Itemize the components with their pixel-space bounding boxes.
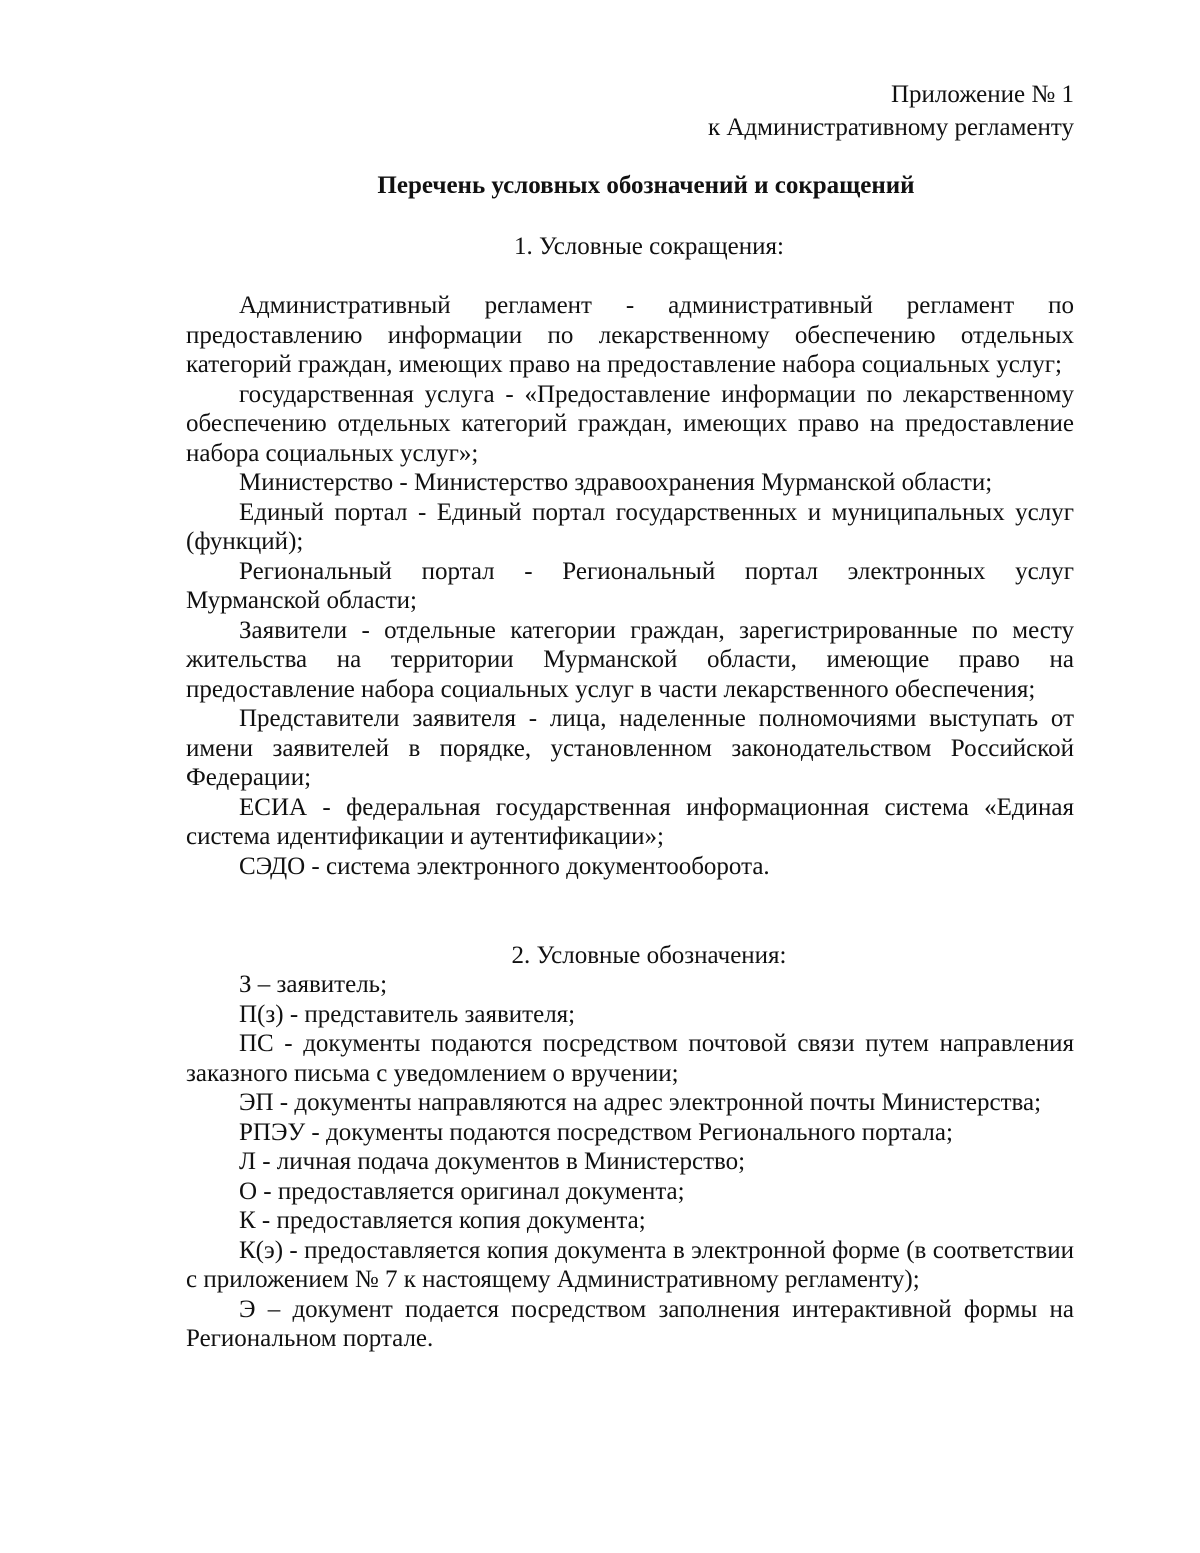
section-2-body <box>186 970 1074 1354</box>
notation-item: К(э) - предоставляется копия документа в электронной форме (в соответствии с приложением № 7 к настоящему Административному регламенту); <box>186 1236 1074 1293</box>
notation-item: ПС - документы подаются посредством почтовой связи путем направления заказного письма с уведомлением о вручении; <box>186 1030 1074 1087</box>
notation-item: К - предоставляется копия документа; <box>239 1207 646 1234</box>
appendix-number: Приложение № 1 <box>890 81 1074 108</box>
abbreviation-item: Представители заявителя - лица, наделенные полномочиями выступать от имени заявителей в порядке, установленном законодательством Российской Федерации; <box>186 705 1074 791</box>
document-title: Перечень условных обозначений и сокращений <box>377 172 915 199</box>
abbreviation-item: СЭДО - система электронного документооборота. <box>239 852 770 880</box>
abbreviation-item: Административный регламент - административный регламент по предоставлению информации по лекарственному обеспечению отдельных категорий граждан, имеющих право на предоставление набора социальных услуг; <box>186 292 1074 378</box>
appendix-reference <box>708 78 1074 144</box>
section-1-body <box>186 291 1074 881</box>
abbreviation-item: Региональный портал - Региональный портал электронных услуг Мурманской области; <box>186 557 1074 614</box>
notation-item: Э – документ подается посредством заполнения интерактивной формы на Региональном портале. <box>186 1295 1074 1352</box>
notation-item: П(з) - представитель заявителя; <box>239 1000 576 1028</box>
notation-item: РПЭУ - документы подаются посредством Регионального портала; <box>239 1118 953 1146</box>
appendix-target: к Административному регламенту <box>707 114 1074 141</box>
notation-item: З – заявитель; <box>239 971 388 998</box>
section-2-heading: 2. Условные обозначения: <box>511 942 787 969</box>
notation-item: О - предоставляется оригинал документа; <box>239 1177 685 1205</box>
abbreviation-item: ЕСИА - федеральная государственная информационная система «Единая система идентификации и аутентификации»; <box>186 793 1074 850</box>
abbreviation-item: Заявители - отдельные категории граждан, зарегистрированные по месту жительства на территории Мурманской области, имеющие право на предоставление набора социальных услуг в части лекарственного обеспечения; <box>186 616 1074 703</box>
abbreviation-item: Единый портал - Единый портал государственных и муниципальных услуг (функций); <box>186 498 1074 555</box>
section-1-heading: 1. Условные сокращения: <box>514 233 784 260</box>
abbreviation-item: государственная услуга - «Предоставление информации по лекарственному обеспечению отдельных категорий граждан, имеющих право на предоставление набора социальных услуг»; <box>186 380 1074 467</box>
notation-item: ЭП - документы направляются на адрес электронной почты Министерства; <box>239 1089 1042 1116</box>
abbreviation-item: Министерство - Министерство здравоохранения Мурманской области; <box>239 469 993 496</box>
notation-item: Л - личная подача документов в Министерство; <box>239 1148 746 1175</box>
